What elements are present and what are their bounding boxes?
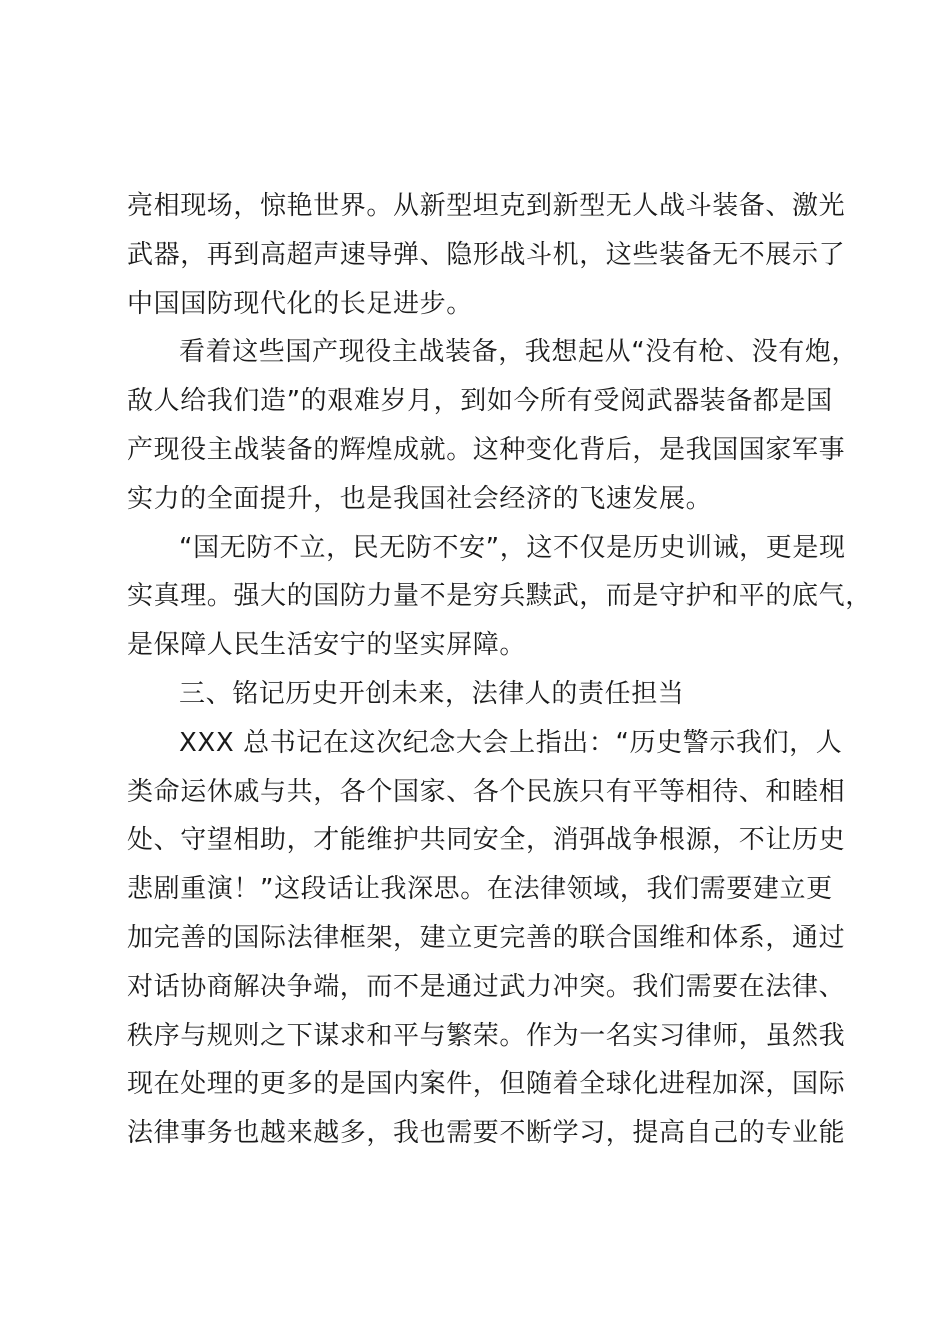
body-text xyxy=(127,182,872,1158)
text-line: “国无防不立，民无防不安”，这不仅是历史训诫，更是现 xyxy=(179,532,846,563)
text-line: 是保障人民生活安宁的坚实屏障。 xyxy=(127,630,527,661)
text-line: 类命运休戚与共，各个国家、各个民族只有平等相待、和睦相 xyxy=(127,776,846,807)
text-line: 三、铭记历史开创未来，法律人的责任担当 xyxy=(179,678,685,709)
text-line: XXX 总书记在这次纪念大会上指出：“历史警示我们，人 xyxy=(179,727,843,758)
text-line: 亮相现场，惊艳世界。从新型坦克到新型无人战斗装备、激光 xyxy=(127,191,846,221)
text-line: 法律事务也越来越多，我也需要不断学习，提高自己的专业能 xyxy=(127,1118,846,1149)
text-line: 武器，再到高超声速导弹、隐形战斗机，这些装备无不展示了 xyxy=(127,239,846,270)
text-line: 实力的全面提升，也是我国社会经济的飞速发展。 xyxy=(127,483,713,514)
text-line: 悲剧重演！”这段话让我深思。在法律领域，我们需要建立更 xyxy=(127,874,833,905)
text-line: 加完善的国际法律框架，建立更完善的联合国维和体系，通过 xyxy=(127,922,846,953)
text-line: 秩序与规则之下谋求和平与繁荣。作为一名实习律师，虽然我 xyxy=(127,1020,846,1051)
text-line: 实真理。强大的国防力量不是穷兵黩武，而是守护和平的底气， xyxy=(127,581,872,612)
text-line: 看着这些国产现役主战装备，我想起从“没有枪、没有炮， xyxy=(179,337,859,368)
text-line: 中国国防现代化的长足进步。 xyxy=(127,288,473,319)
text-line: 敌人给我们造”的艰难岁月，到如今所有受阅武器装备都是国 xyxy=(127,386,833,417)
text-line: 现在处理的更多的是国内案件，但随着全球化进程加深，国际 xyxy=(127,1069,846,1100)
text-line: 处、守望相助，才能维护共同安全，消弭战争根源，不让历史 xyxy=(127,825,846,856)
text-line: 产现役主战装备的辉煌成就。这种变化背后，是我国国家军事 xyxy=(127,434,846,465)
text-line: 对话协商解决争端，而不是通过武力冲突。我们需要在法律、 xyxy=(127,971,846,1002)
